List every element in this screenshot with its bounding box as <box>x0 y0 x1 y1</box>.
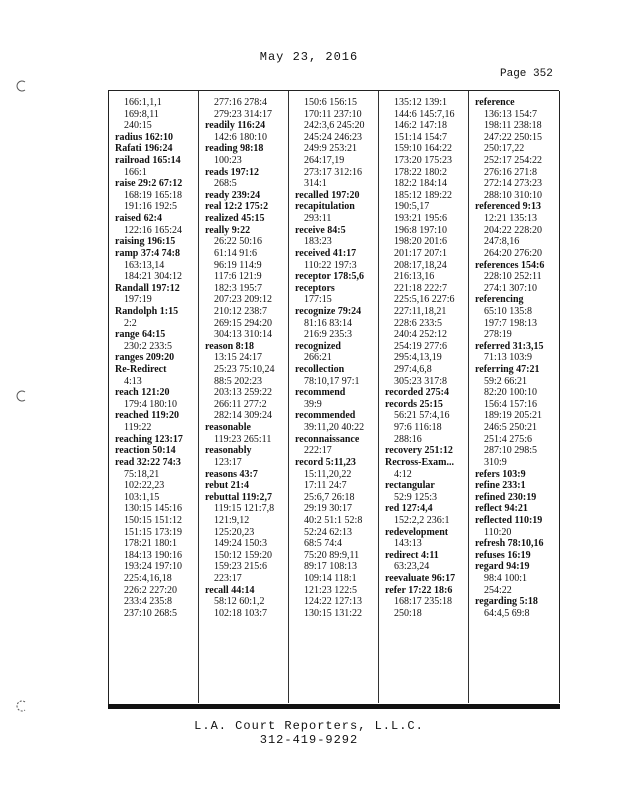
index-line: 121:9,12 <box>214 514 250 526</box>
index-line: 177:15 <box>304 294 332 306</box>
index-line: 130:15 145:16 <box>124 503 183 515</box>
index-headword: ready 239:24 <box>205 189 261 201</box>
index-line: 277:16 278:4 <box>214 97 268 108</box>
index-headword: rectangular <box>385 480 435 492</box>
index-line: 110:20 <box>484 526 512 538</box>
index-column-2 <box>198 91 288 703</box>
index-line: 266:21 <box>304 352 332 364</box>
index-headword: reaction 50:14 <box>115 445 176 457</box>
index-line: 144:6 145:7,16 <box>394 108 455 120</box>
index-headword: reading 98:18 <box>205 143 264 155</box>
index-line: 130:15 131:22 <box>304 607 363 619</box>
index-line: 249:9 253:21 <box>304 143 358 155</box>
index-line: 196:8 197:10 <box>394 224 448 236</box>
index-line: 52:24 62:13 <box>304 526 353 538</box>
binder-hole-icon <box>16 80 28 92</box>
index-headword: recalled 197:20 <box>295 189 360 201</box>
index-headword: regarding 5:18 <box>475 596 538 608</box>
index-headword: Randolph 1:15 <box>115 305 179 317</box>
index-line: 64:4,5 69:8 <box>484 607 530 619</box>
index-column-4 <box>378 91 468 703</box>
index-headword: reasons 43:7 <box>205 468 258 480</box>
index-line: 225:5,16 227:6 <box>394 294 455 306</box>
index-line: 82:20 100:10 <box>484 387 538 399</box>
index-headword: range 64:15 <box>115 329 166 341</box>
index-line: 4:12 <box>394 468 412 480</box>
index-headword: referred 31:3,15 <box>475 340 544 352</box>
index-column-5 <box>468 91 560 703</box>
index-headword: reads 197:12 <box>205 166 259 178</box>
index-headword: ramp 37:4 74:8 <box>115 247 180 259</box>
index-line: 225:4,16,18 <box>124 572 172 584</box>
index-headword: redirect 4:11 <box>385 549 439 561</box>
index-headword: raising 196:15 <box>115 236 176 248</box>
index-line: 12:21 135:13 <box>484 213 538 225</box>
binder-hole-icon <box>16 390 28 402</box>
index-line: 254:19 277:6 <box>394 340 448 352</box>
index-line: 237:10 268:5 <box>124 607 178 619</box>
index-line: 276:16 271:8 <box>484 166 538 178</box>
index-headword: real 12:2 175:2 <box>205 201 269 213</box>
index-line: 216:13,16 <box>394 271 435 283</box>
index-headword: reach 121:20 <box>115 387 170 399</box>
index-line: 142:6 180:10 <box>214 131 268 143</box>
index-headword: reached 119:20 <box>115 410 179 422</box>
index-line: 170:11 237:10 <box>304 108 362 120</box>
index-line: 4:13 <box>124 375 142 387</box>
index-headword: record 5:11,23 <box>295 456 356 468</box>
index-line: 152:2,2 236:1 <box>394 514 450 526</box>
index-headword: railroad 165:14 <box>115 155 181 167</box>
index-line: 247:22 250:15 <box>484 131 543 143</box>
index-line: 166:1 <box>124 166 147 178</box>
page-number: Page 352 <box>500 68 553 80</box>
index-headword: redevelopment <box>385 526 449 538</box>
index-headword: reflected 110:19 <box>475 514 543 526</box>
index-line: 273:17 312:16 <box>304 166 363 178</box>
index-line: 123:17 <box>214 456 242 468</box>
index-headword: reasonable <box>205 422 251 434</box>
index-line: 2:2 <box>124 317 137 329</box>
index-headword: referring 47:21 <box>475 364 540 376</box>
index-line: 125:20,23 <box>214 526 255 538</box>
index-line: 121:23 122:5 <box>304 584 358 596</box>
index-line: 240:15 <box>124 120 152 132</box>
index-line: 163:13,14 <box>124 259 165 271</box>
index-line: 173:20 175:23 <box>394 155 453 167</box>
index-line: 204:22 228:20 <box>484 224 543 236</box>
index-headword: referenced 9:13 <box>475 201 541 213</box>
index-line: 207:23 209:12 <box>214 294 273 306</box>
index-line: 61:14 91:6 <box>214 247 258 259</box>
index-headword: refers 103:9 <box>475 468 526 480</box>
index-line: 227:11,18,21 <box>394 305 447 317</box>
index-line: 103:1,15 <box>124 491 160 503</box>
index-headword: receptors <box>295 282 335 294</box>
index-headword: red 127:4,4 <box>385 503 433 515</box>
index-line: 136:13 154:7 <box>484 108 538 120</box>
index-headword: reaching 123:17 <box>115 433 183 445</box>
index-line: 314:1 <box>304 178 327 190</box>
index-line: 193:24 197:10 <box>124 561 183 573</box>
index-line: 39:11,20 40:22 <box>304 422 365 434</box>
index-line: 75:20 89:9,11 <box>304 549 360 561</box>
index-line: 221:18 222:7 <box>394 282 448 294</box>
index-headword: reevaluate 96:17 <box>385 572 456 584</box>
index-headword: realized 45:15 <box>205 213 265 225</box>
index-line: 190:5,17 <box>394 201 430 213</box>
index-line: 193:21 195:6 <box>394 213 448 225</box>
index-line: 304:13 310:14 <box>214 329 273 341</box>
index-line: 201:17 207:1 <box>394 247 448 259</box>
index-headword: recovery 251:12 <box>385 445 453 457</box>
index-line: 149:24 150:3 <box>214 538 268 550</box>
index-headword: receive 84:5 <box>295 224 346 236</box>
index-line: 251:4 275:6 <box>484 433 533 445</box>
index-line: 17:11 24:7 <box>304 480 347 492</box>
index-line: 13:15 24:17 <box>214 352 263 364</box>
index-line: 184:13 190:16 <box>124 549 183 561</box>
index-line: 252:17 254:22 <box>484 155 543 167</box>
index-line: 183:23 <box>304 236 332 248</box>
index-line: 250:17,22 <box>484 143 525 155</box>
index-line: 223:17 <box>214 572 242 584</box>
index-line: 25:23 75:10,24 <box>214 364 275 376</box>
index-line: 151:14 154:7 <box>394 131 448 143</box>
index-line: 159:23 215:6 <box>214 561 268 573</box>
index-headword: received 41:17 <box>295 247 357 259</box>
index-line: 56:21 57:4,16 <box>394 410 450 422</box>
index-line: 178:21 180:1 <box>124 538 178 550</box>
index-line: 117:6 121:9 <box>214 271 262 283</box>
index-line: 184:21 304:12 <box>124 271 183 283</box>
index-line: 179:4 180:10 <box>124 398 178 410</box>
binder-hole-icon <box>16 700 28 712</box>
index-line: 279:23 314:17 <box>214 108 273 120</box>
index-line: 282:14 309:24 <box>214 410 273 422</box>
index-headword: records 25:15 <box>385 398 443 410</box>
index-line: 151:15 173:19 <box>124 526 183 538</box>
index-line: 150:12 159:20 <box>214 549 273 561</box>
index-line: 169:8,11 <box>124 108 159 120</box>
index-line: 168:19 165:18 <box>124 189 183 201</box>
index-line: 226:2 227:20 <box>124 584 178 596</box>
index-line: 102:22,23 <box>124 480 165 492</box>
index-headword: readily 116:24 <box>205 120 266 132</box>
index-headword: recorded 275:4 <box>385 387 449 399</box>
index-line: 25:6,7 26:18 <box>304 491 355 503</box>
index-line: 78:10,17 97:1 <box>304 375 360 387</box>
index-headword: refuses 16:19 <box>475 549 531 561</box>
index-line: 135:12 139:1 <box>394 97 448 108</box>
index-line: 208:17,18,24 <box>394 259 447 271</box>
index-headword: really 9:22 <box>205 224 251 236</box>
index-line: 102:18 103:7 <box>214 607 268 619</box>
index-headword: recollection <box>295 364 345 376</box>
index-line: 233:4 235:8 <box>124 596 173 608</box>
index-line: 185:12 189:22 <box>394 189 453 201</box>
index-headword: reason 8:18 <box>205 340 254 352</box>
index-line: 245:24 246:23 <box>304 131 363 143</box>
index-line: 178:22 180:2 <box>394 166 448 178</box>
index-line: 197:19 <box>124 294 152 306</box>
index-line: 52:9 125:3 <box>394 491 438 503</box>
index-line: 191:16 192:5 <box>124 201 178 213</box>
index-headword: receptor 178:5,6 <box>295 271 365 283</box>
index-headword: refined 230:19 <box>475 491 537 503</box>
index-line: 246:5 250:21 <box>484 422 538 434</box>
index-line: 210:12 238:7 <box>214 305 268 317</box>
index-line: 198:20 201:6 <box>394 236 448 248</box>
index-headword: rebut 21:4 <box>205 480 249 492</box>
index-line: 146:2 147:18 <box>394 120 448 132</box>
index-column-1 <box>109 91 198 703</box>
page-date-header: May 23, 2016 <box>259 50 359 64</box>
index-headword: read 32:22 74:3 <box>115 456 181 468</box>
index-line: 97:6 116:18 <box>394 422 442 434</box>
index-line: 230:2 233:5 <box>124 340 173 352</box>
index-line: 26:22 50:16 <box>214 236 263 248</box>
index-headword: recapitulation <box>295 201 355 213</box>
index-line: 242:3,6 245:20 <box>304 120 365 132</box>
index-line: 240:4 252:12 <box>394 329 448 341</box>
index-line: 247:8,16 <box>484 236 520 248</box>
index-line: 278:19 <box>484 329 512 341</box>
index-headword: recall 44:14 <box>205 584 255 596</box>
index-line: 203:13 259:22 <box>214 387 273 399</box>
index-line: 305:23 317:8 <box>394 375 448 387</box>
index-headword: recommend <box>295 387 346 399</box>
index-headword: recognized <box>295 340 341 352</box>
index-line: 272:14 273:23 <box>484 178 543 190</box>
index-line: 119:23 265:11 <box>214 433 272 445</box>
index-line: 68:5 74:4 <box>304 538 343 550</box>
index-line: 250:18 <box>394 607 422 619</box>
index-headword: raise 29:2 67:12 <box>115 178 183 190</box>
index-line: 39:9 <box>304 398 322 410</box>
index-line: 150:15 151:12 <box>124 514 183 526</box>
index-line: 98:4 100:1 <box>484 572 528 584</box>
index-column-3 <box>288 91 378 703</box>
index-line: 269:15 294:20 <box>214 317 273 329</box>
index-headword: regard 94:19 <box>475 561 530 573</box>
index-line: 122:16 165:24 <box>124 224 183 236</box>
footer-company: L.A. Court Reporters, L.L.C. <box>194 719 424 733</box>
index-line: 124:22 127:13 <box>304 596 363 608</box>
index-line: 110:22 197:3 <box>304 259 357 271</box>
index-line: 310:9 <box>484 456 507 468</box>
index-headword: ranges 209:20 <box>115 352 175 364</box>
index-line: 29:19 30:17 <box>304 503 353 515</box>
index-line: 266:11 277:2 <box>214 398 267 410</box>
index-headword: recognize 79:24 <box>295 305 362 317</box>
index-line: 197:7 198:13 <box>484 317 538 329</box>
index-headword: radius 162:10 <box>115 131 174 143</box>
index-line: 274:1 307:10 <box>484 282 538 294</box>
index-line: 222:17 <box>304 445 332 457</box>
index-line: 63:23,24 <box>394 561 430 573</box>
index-line: 287:10 298:5 <box>484 445 538 457</box>
index-line: 216:9 235:3 <box>304 329 353 341</box>
index-line: 182:2 184:14 <box>394 178 448 190</box>
index-headword: Recross-Exam... <box>385 456 454 468</box>
index-line: 295:4,13,19 <box>394 352 442 364</box>
index-headword: recommended <box>295 410 356 422</box>
index-headword: Rafati 196:24 <box>115 143 173 155</box>
index-line: 65:10 135:8 <box>484 305 533 317</box>
index-line: 254:22 <box>484 584 512 596</box>
index-line: 109:14 118:1 <box>304 572 357 584</box>
index-line: 40:2 51:1 52:8 <box>304 514 363 526</box>
index-line: 264:20 276:20 <box>484 247 543 259</box>
index-line: 71:13 103:9 <box>484 352 533 364</box>
index-line: 168:17 235:18 <box>394 596 453 608</box>
table-bottom-rule <box>108 704 560 709</box>
index-line: 288:16 <box>394 433 422 445</box>
index-line: 293:11 <box>304 213 332 225</box>
index-line: 88:5 202:23 <box>214 375 263 387</box>
index-line: 81:16 83:14 <box>304 317 353 329</box>
index-headword: references 154:6 <box>475 259 545 271</box>
index-line: 198:11 238:18 <box>484 120 542 132</box>
index-headword: reconnaissance <box>295 433 360 445</box>
index-line: 89:17 108:13 <box>304 561 358 573</box>
index-headword: Randall 197:12 <box>115 282 180 294</box>
index-line: 297:4,6,8 <box>394 364 432 376</box>
index-line: 268:5 <box>214 178 237 190</box>
index-line: 182:3 195:7 <box>214 282 263 294</box>
index-headword: rebuttal 119:2,7 <box>205 491 273 503</box>
index-line: 96:19 114:9 <box>214 259 262 271</box>
index-line: 189:19 205:21 <box>484 410 543 422</box>
index-line: 156:4 157:16 <box>484 398 538 410</box>
index-headword: refine 233:1 <box>475 480 526 492</box>
index-line: 264:17,19 <box>304 155 345 167</box>
index-line: 15:11,20,22 <box>304 468 352 480</box>
index-line: 228:6 233:5 <box>394 317 443 329</box>
index-headword: raised 62:4 <box>115 213 162 225</box>
index-line: 166:1,1,1 <box>124 97 162 108</box>
index-line: 228:10 252:11 <box>484 271 542 283</box>
index-line: 119:15 121:7,8 <box>214 503 275 515</box>
index-headword: Re-Redirect <box>115 364 167 376</box>
index-line: 75:18,21 <box>124 468 160 480</box>
index-line: 288:10 310:10 <box>484 189 543 201</box>
index-line: 143:13 <box>394 538 422 550</box>
index-line: 159:10 164:22 <box>394 143 453 155</box>
index-line: 119:22 <box>124 422 152 434</box>
index-headword: reflect 94:21 <box>475 503 528 515</box>
index-headword: refer 17:22 18:6 <box>385 584 453 596</box>
index-line: 150:6 156:15 <box>304 97 358 108</box>
footer-phone: 312-419-9292 <box>259 733 359 747</box>
index-headword: referencing <box>475 294 524 306</box>
word-index-table <box>108 90 559 707</box>
index-line: 59:2 66:21 <box>484 375 528 387</box>
index-headword: reasonably <box>205 445 252 457</box>
index-line: 100:23 <box>214 155 242 167</box>
index-line: 58:12 60:1,2 <box>214 596 265 608</box>
index-headword: reference <box>475 97 515 108</box>
index-headword: refresh 78:10,16 <box>475 538 544 550</box>
